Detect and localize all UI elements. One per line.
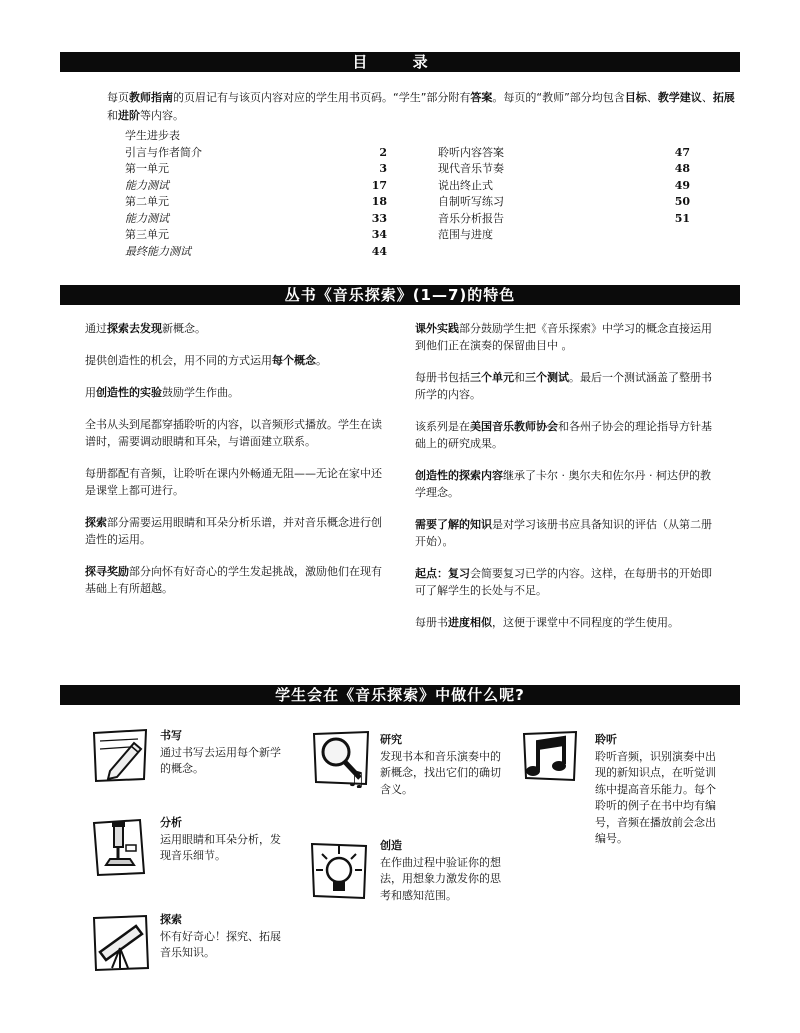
toc-header: 目 录 [60, 52, 740, 72]
toc-entry[interactable]: 说出终止式 49 [438, 178, 690, 192]
features-left-column [85, 320, 390, 612]
feature-item: 课外实践部分鼓励学生把《音乐探索》中学习的概念直接运用到他们正在演奏的保留曲目中 。 [415, 322, 712, 352]
lightbulb-create-icon [308, 840, 370, 906]
feature-item: 探索部分需要运用眼睛和耳朵分析乐谱，并对音乐概念进行创造性的运用。 [85, 516, 382, 546]
toc-entry[interactable]: 自制听写练习 50 [438, 195, 690, 208]
toc-entry[interactable]: 引言与作者简介 2 [125, 145, 387, 159]
features-right-column [415, 320, 720, 646]
pencil-writing-icon [90, 725, 150, 789]
toc-entry[interactable]: 音乐分析报告 51 [438, 211, 690, 225]
feature-item: 每册书进度相似，这便于课堂中不同程度的学生使用。 [415, 616, 679, 629]
intro-paragraph: 每页教师指南的页眉记有与该页内容对应的学生用书页码。“学生”部分附有答案。每页的“教师”部分均包含目标、教学建议、拓展和进阶等内容。 [107, 91, 735, 122]
activities-header: 学生会在《音乐探索》中做什么呢? [60, 685, 740, 705]
activity-research: 研究 发现书本和音乐演奏中的新概念，找出它们的确切含义。 [380, 733, 501, 796]
activity-create: 创造 在作曲过程中验证你的想法，用想象力激发你的思考和感知范围。 [380, 839, 501, 902]
feature-item: 每册都配有音频，让聆听在课内外畅通无阻——无论在家中还是课堂上都可进行。 [85, 467, 382, 497]
toc-entry[interactable]: 第一单元 3 [125, 162, 387, 175]
toc-entry[interactable]: 学生进步表 [125, 129, 180, 142]
toc-entry[interactable]: 第三单元 34 [125, 228, 387, 241]
magnifier-research-icon [310, 728, 372, 792]
toc-entry[interactable]: 最终能力测试 44 [125, 244, 387, 258]
feature-item: 全书从头到尾都穿插聆听的内容，以音频形式播放。学生在读谱时，需要调动眼睛和耳朵，与谱面建立联系。 [85, 418, 382, 448]
feature-item: 需要了解的知识是对学习该册书应具备知识的评估（从第二册开始）。 [415, 518, 712, 548]
feature-item: 通过探索去发现新概念。 [85, 322, 206, 335]
activity-explore: 探索 怀有好奇心！探究、拓展音乐知识。 [160, 913, 281, 959]
feature-item: 提供创造性的机会，用不同的方式运用每个概念。 [85, 354, 327, 367]
microscope-analyze-icon [90, 815, 150, 884]
toc-entry[interactable]: 第二单元 18 [125, 195, 387, 208]
feature-item: 用创造性的实验鼓励学生作曲。 [85, 386, 239, 399]
toc-entry[interactable]: 能力测试 17 [125, 178, 387, 192]
activity-analyze: 分析 运用眼睛和耳朵分析，发现音乐细节。 [160, 816, 281, 862]
feature-item: 创造性的探索内容继承了卡尔 · 奥尔夫和佐尔丹 · 柯达伊的教学理念。 [415, 469, 711, 499]
toc-entry[interactable]: 现代音乐节奏 48 [438, 162, 690, 175]
feature-item: 探寻奖励部分向怀有好奇心的学生发起挑战，激励他们在现有基础上有所超越。 [85, 565, 382, 595]
feature-item: 起点：复习会简要复习已学的内容。这样，在每册书的开始即可了解学生的长处与不足。 [415, 567, 712, 597]
svg-text:♫: ♫ [346, 767, 366, 788]
toc-entry[interactable]: 能力测试 33 [125, 211, 387, 225]
features-header: 丛书《音乐探索》(1—7)的特色 [60, 285, 740, 305]
music-notes-listen-icon [520, 730, 580, 786]
toc-entry[interactable]: 范围与进度 [438, 228, 493, 241]
toc-entry[interactable]: 聆听内容答案 47 [438, 145, 690, 159]
feature-item: 每册书包括三个单元和三个测试。最后一个测试涵盖了整册书所学的内容。 [415, 371, 712, 401]
toc-right-column [438, 145, 690, 244]
feature-item: 该系列是在美国音乐教师协会和各州子协会的理论指导方针基础上的研究成果。 [415, 420, 712, 450]
activity-write: 书写 通过书写去运用每个新学的概念。 [160, 729, 281, 775]
telescope-explore-icon [90, 912, 152, 978]
toc-left-column [125, 128, 387, 260]
activity-listen: 聆听 聆听音频，识别演奏中出现的新知识点，在听觉训练中提高音乐能力。每个聆听的例子在书中均有编号，音频在播放前会念出编号。 [595, 733, 716, 845]
